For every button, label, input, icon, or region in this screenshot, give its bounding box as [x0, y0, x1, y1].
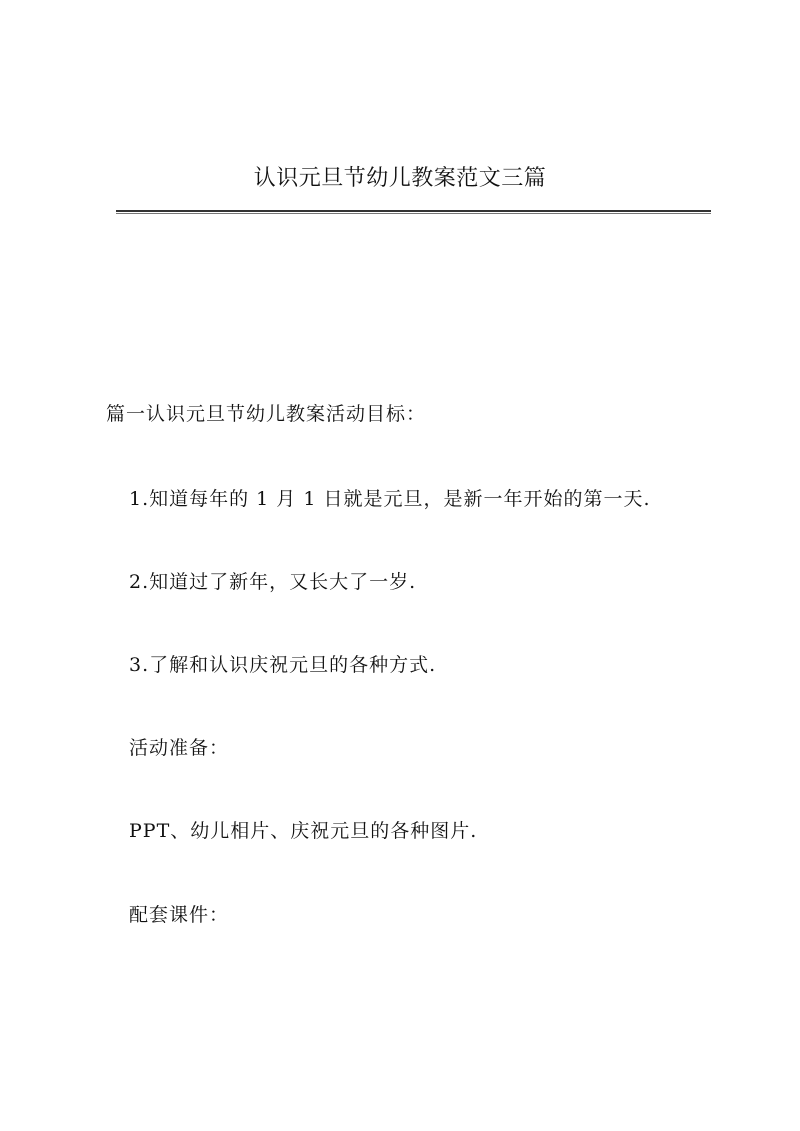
objective-item-3: 3.了解和认识庆祝元旦的各种方式.	[129, 654, 437, 676]
objective-item-2: 2.知道过了新年，又长大了一岁.	[129, 571, 417, 593]
preparation-heading: 活动准备：	[129, 737, 230, 759]
preparation-materials: PPT、幼儿相片、庆祝元旦的各种图片.	[129, 820, 478, 842]
courseware-heading: 配套课件：	[129, 904, 230, 926]
title-divider	[116, 210, 711, 214]
document-title: 认识元旦节幼儿教案范文三篇	[253, 166, 547, 191]
objective-item-1: 1.知道每年的 1 月 1 日就是元旦，是新一年开始的第一天.	[129, 488, 651, 510]
section-heading: 篇一认识元旦节幼儿教案活动目标：	[106, 403, 427, 425]
